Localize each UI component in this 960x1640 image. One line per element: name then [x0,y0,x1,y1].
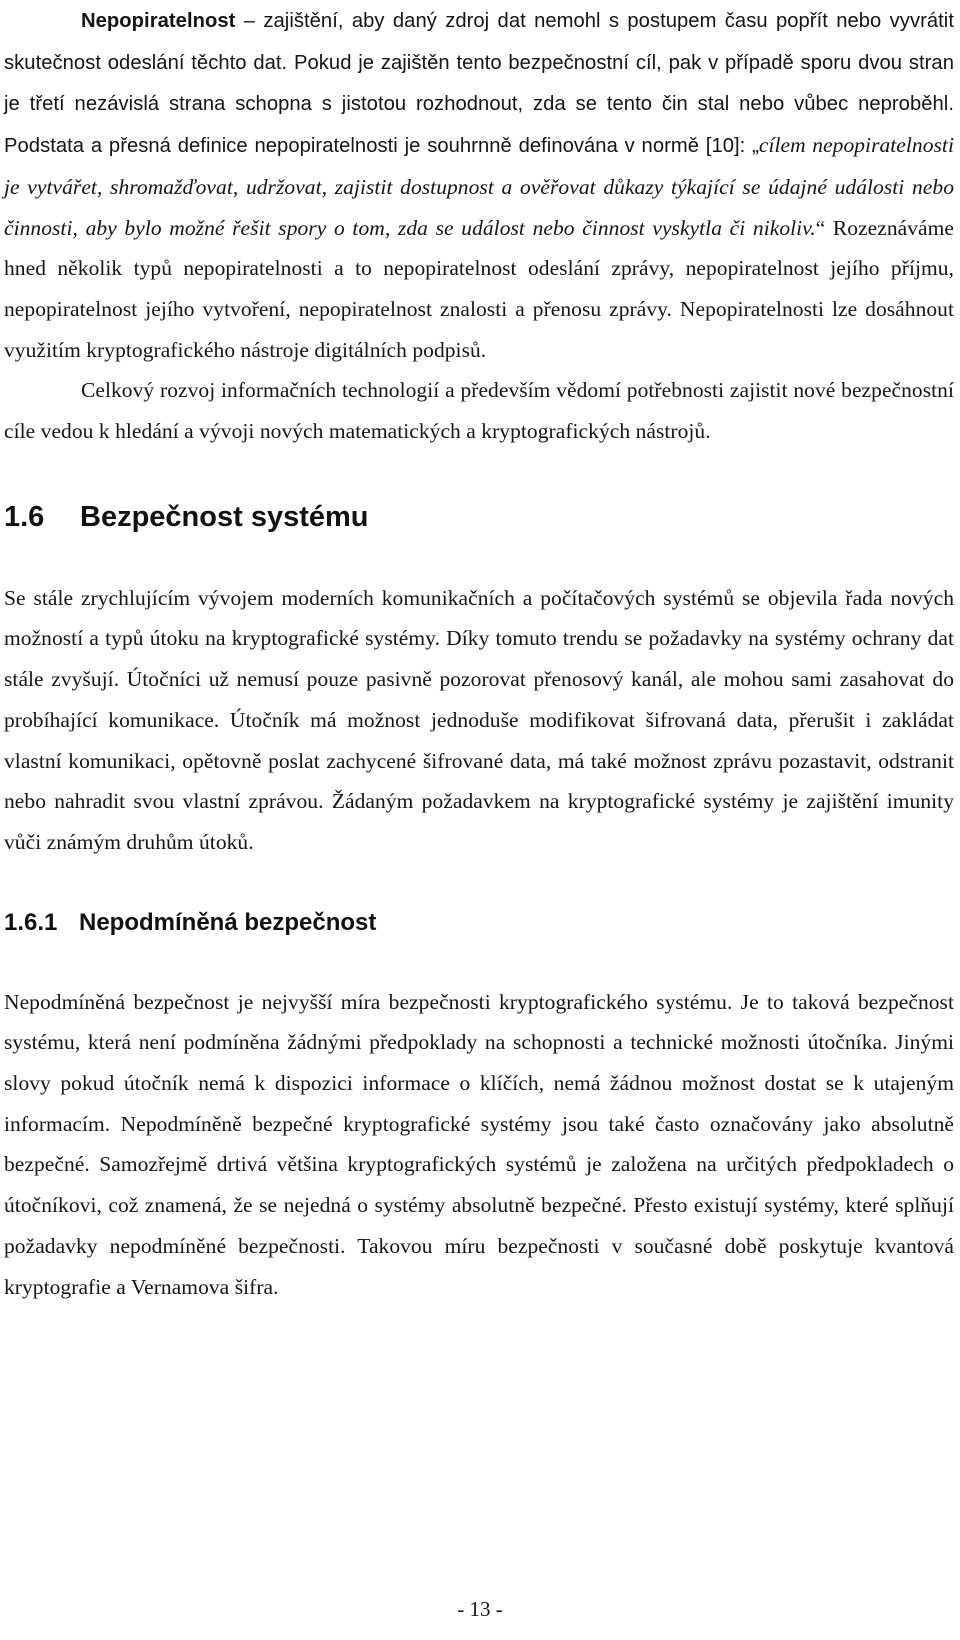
paragraph-nonrepudiation [4,0,954,370]
term-nepopiratelnost: Nepopiratelnost [81,10,236,32]
page-number: - 13 - [457,1597,503,1621]
section-title: Bezpečnost systému [80,500,369,533]
section-number: 1.6 [4,500,45,533]
norm-quote: cílem nepopiratelnosti je vytvářet, shromažďovat, udržovat, zajistit dostupnost a ověřovat důkazy týkající se údajné události nebo činnosti, aby bylo možné řešit spory o tom, zda se událost nebo činnost vyskytla či nikoliv. [4,133,954,240]
paragraph-development: Celkový rozvoj informačních technologií a především vědomí potřebnosti zajistit nové bezpečnostní cíle vedou k hledání a vývoji nových matematických a kryptografických nástrojů. [4,378,954,444]
subsection-number: 1.6.1 [4,908,58,936]
definition-norm-intro: Podstata a přesná definice nepopiratelnosti je souhrnně definována v normě [10]: „ [4,135,759,158]
subsection-title: Nepodmíněná bezpečnost [79,908,377,936]
nonrepudiation-types-text: “ Rozeznáváme hned několik typů nepopiratelnosti a to nepopiratelnost odeslání zprávy, nepopiratelnost jejího příjmu, nepopiratelnost jejího vytvoření, nepopiratelnost znalosti a přenosu zprávy. Nepopiratelnosti lze dosáhnout využitím kryptografického nástroje digitálních podpisů. [4,215,954,362]
section-heading [4,497,954,537]
paragraph-system-security: Se stále zrychlujícím vývojem moderních komunikačních a počítačových systémů se objevila řada nových možností a typů útoku na kryptografické systémy. Díky tomuto trendu se požadavky na systémy ochrany dat stále zvyšují. Útočníci už nemusí pouze pasivně pozorovat přenosový kanál, ale mohou sami zasahovat do probíhající komunikace. Útočník má možnost jednoduše modifikovat šifrovaná data, přerušit i zakládat vlastní komunikaci, opětovně poslat zachycené šifrované data, má také možnost zprávu pozastavit, odstranit nebo nahradit svou vlastní zprávou. Žádaným požadavkem na kryptografické systémy je zajištění imunity vůči známým druhům útoků. [4,585,954,854]
definition-text: – zajištění, aby daný zdroj dat nemohl s postupem času popřít nebo vyvrátit skutečnost odeslání těchto dat. Pokud je zajištěn tento bezpečnostní cíl, pak v případě sporu dvou stran je třetí nezávislá strana schopna s jistotou rozhodnout, zda se tento čin stal nebo vůbec neproběhl. [4,10,954,116]
paragraph-unconditional-security: Nepodmíněná bezpečnost je nejvyšší míra bezpečnosti kryptografického systému. Je to taková bezpečnost systému, která není podmíněna žádnými předpoklady na schopnosti a technické možnosti útočníka. Jinými slovy pokud útočník nemá k dispozici informace o klíčích, nemá žádnou možnost dostat se k utajeným informacím. Nepodmíněně bezpečné kryptografické systémy jsou také často označovány jako absolutně bezpečné. Samozřejmě drtivá většina kryptografických systémů je založena na určitých předpokladech o útočníkovi, což znamená, že se nejedná o systémy absolutně bezpečné. Přesto existují systémy, které splňují požadavky nepodmíněné bezpečnosti. Takovou míru bezpečnosti v současné době poskytuje kvantová kryptografie a Vernamova šifra. [4,989,954,1299]
page-content [4,0,954,1307]
subsection-heading [4,903,954,943]
